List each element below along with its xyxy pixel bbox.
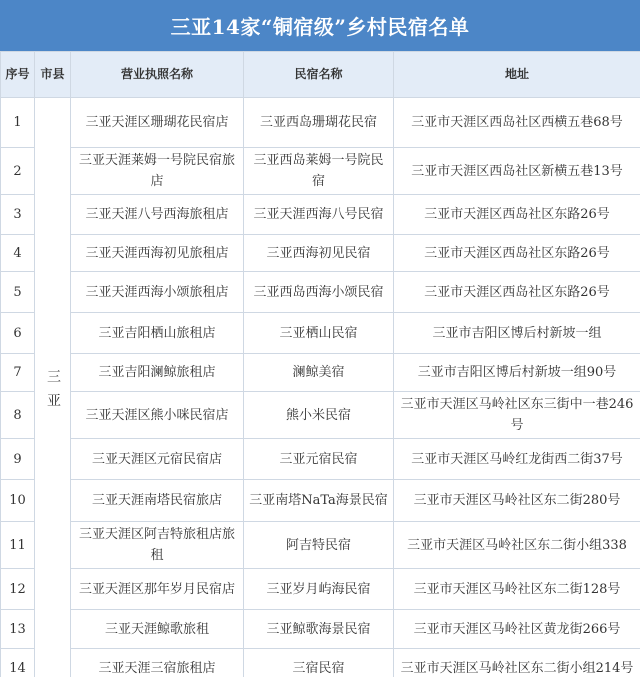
cell-homestay-name: 三亚天涯西海八号民宿 — [244, 195, 394, 235]
cell-index: 8 — [1, 392, 35, 439]
cell-license-name: 三亚天涯南塔民宿旅店 — [71, 480, 244, 522]
cell-license-name: 三亚天涯区那年岁月民宿店 — [71, 569, 244, 610]
table-row — [1, 354, 640, 392]
cell-index: 7 — [1, 354, 35, 392]
table-row — [1, 610, 640, 649]
cell-index: 9 — [1, 439, 35, 480]
header-license-name: 营业执照名称 — [71, 52, 244, 98]
table-row — [1, 195, 640, 235]
cell-license-name: 三亚天涯区熊小咪民宿店 — [71, 392, 244, 439]
cell-address: 三亚市天涯区西岛社区东路26号 — [394, 272, 640, 313]
table-row — [1, 98, 640, 148]
table-row — [1, 272, 640, 313]
cell-license-name: 三亚天涯西海初见旅租店 — [71, 235, 244, 272]
cell-address: 三亚市天涯区马岭社区黄龙街266号 — [394, 610, 640, 649]
cell-license-name: 三亚天涯八号西海旅租店 — [71, 195, 244, 235]
cell-address: 三亚市天涯区马岭社区东二街小组214号 — [394, 649, 640, 677]
cell-license-name: 三亚吉阳澜鲸旅租店 — [71, 354, 244, 392]
table-row — [1, 439, 640, 480]
cell-homestay-name: 三亚西岛珊瑚花民宿 — [244, 98, 394, 148]
cell-index: 12 — [1, 569, 35, 610]
cell-homestay-name: 熊小米民宿 — [244, 392, 394, 439]
cell-index: 3 — [1, 195, 35, 235]
cell-address: 三亚市天涯区马岭社区东三街中一巷246号 — [394, 392, 640, 439]
table-row — [1, 235, 640, 272]
cell-index: 1 — [1, 98, 35, 148]
table-row — [1, 392, 640, 439]
cell-address: 三亚市吉阳区博后村新坡一组90号 — [394, 354, 640, 392]
table-row — [1, 480, 640, 522]
cell-index: 14 — [1, 649, 35, 677]
cell-homestay-name: 三亚西海初见民宿 — [244, 235, 394, 272]
table-row — [1, 148, 640, 195]
cell-license-name: 三亚天涯区元宿民宿店 — [71, 439, 244, 480]
document-title: 三亚14家“铜宿级”乡村民宿名单 — [0, 0, 640, 51]
cell-address: 三亚市天涯区马岭社区东二街小组338 — [394, 522, 640, 569]
header-county: 市县 — [35, 52, 71, 98]
cell-homestay-name: 三亚南塔NaTa海景民宿 — [244, 480, 394, 522]
homestay-table — [0, 51, 640, 677]
cell-homestay-name: 澜鲸美宿 — [244, 354, 394, 392]
cell-homestay-name: 三亚元宿民宿 — [244, 439, 394, 480]
cell-address: 三亚市天涯区马岭社区东二街280号 — [394, 480, 640, 522]
cell-index: 11 — [1, 522, 35, 569]
header-address: 地址 — [394, 52, 640, 98]
cell-license-name: 三亚天涯三宿旅租店 — [71, 649, 244, 677]
cell-license-name: 三亚吉阳栖山旅租店 — [71, 313, 244, 354]
cell-index: 10 — [1, 480, 35, 522]
cell-address: 三亚市吉阳区博后村新坡一组 — [394, 313, 640, 354]
cell-index: 4 — [1, 235, 35, 272]
cell-index: 2 — [1, 148, 35, 195]
header-index: 序号 — [1, 52, 35, 98]
cell-index: 5 — [1, 272, 35, 313]
cell-address: 三亚市天涯区西岛社区西横五巷68号 — [394, 98, 640, 148]
cell-index: 13 — [1, 610, 35, 649]
cell-county: 三亚 — [35, 98, 71, 677]
cell-license-name: 三亚天涯区阿吉特旅租店旅租 — [71, 522, 244, 569]
cell-homestay-name: 三亚岁月屿海民宿 — [244, 569, 394, 610]
cell-address: 三亚市天涯区西岛社区东路26号 — [394, 195, 640, 235]
table-row — [1, 649, 640, 677]
header-homestay-name: 民宿名称 — [244, 52, 394, 98]
cell-homestay-name: 三亚西岛西海小颂民宿 — [244, 272, 394, 313]
cell-license-name: 三亚天涯莱姆一号院民宿旅店 — [71, 148, 244, 195]
cell-address: 三亚市天涯区西岛社区新横五巷13号 — [394, 148, 640, 195]
cell-homestay-name: 三亚鲸歌海景民宿 — [244, 610, 394, 649]
table-row — [1, 522, 640, 569]
cell-address: 三亚市天涯区马岭社区东二街128号 — [394, 569, 640, 610]
cell-homestay-name: 三宿民宿 — [244, 649, 394, 677]
table-row — [1, 569, 640, 610]
cell-homestay-name: 阿吉特民宿 — [244, 522, 394, 569]
cell-homestay-name: 三亚栖山民宿 — [244, 313, 394, 354]
cell-address: 三亚市天涯区马岭红龙街西二街37号 — [394, 439, 640, 480]
cell-address: 三亚市天涯区西岛社区东路26号 — [394, 235, 640, 272]
cell-license-name: 三亚天涯区珊瑚花民宿店 — [71, 98, 244, 148]
cell-homestay-name: 三亚西岛莱姆一号院民宿 — [244, 148, 394, 195]
table-row — [1, 313, 640, 354]
table-header-row — [1, 52, 640, 98]
cell-license-name: 三亚天涯西海小颂旅租店 — [71, 272, 244, 313]
cell-index: 6 — [1, 313, 35, 354]
cell-license-name: 三亚天涯鲸歌旅租 — [71, 610, 244, 649]
